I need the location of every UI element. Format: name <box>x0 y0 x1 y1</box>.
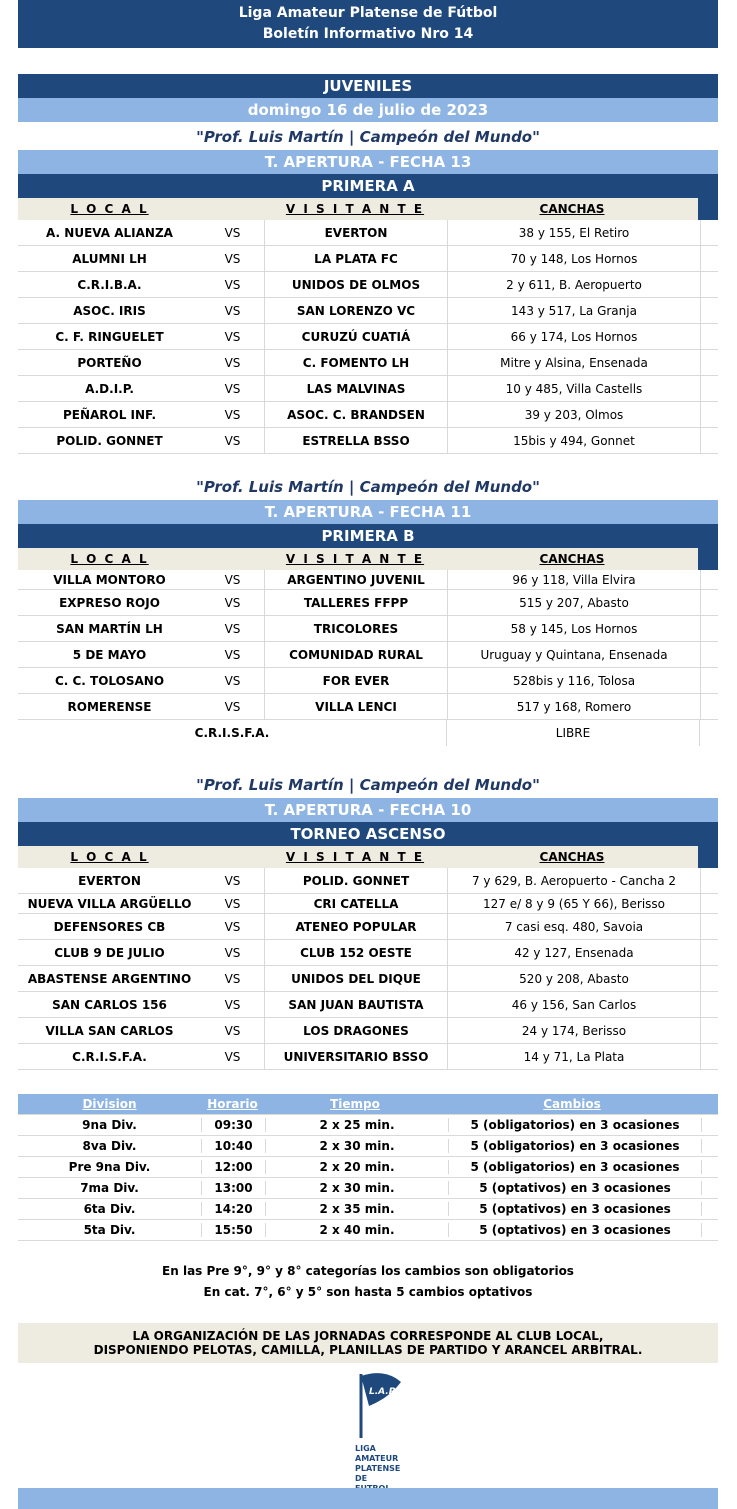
organization-line-2: DISPONIENDO PELOTAS, CAMILLA, PLANILLAS DE PARTIDO Y ARANCEL ARBITRAL. <box>93 1343 643 1357</box>
table-row <box>18 868 718 894</box>
visiting-team: TALLERES FFPP <box>264 590 447 615</box>
sched-col-horario: Horario <box>207 1097 258 1111</box>
local-team: CLUB 9 DE JULIO <box>54 945 165 960</box>
field-location: 2 y 611, B. Aeropuerto <box>447 272 701 297</box>
table-row <box>18 1044 718 1070</box>
sched-col-division: Division <box>82 1097 137 1111</box>
table-row <box>18 298 718 324</box>
table-row <box>18 570 718 590</box>
schedule-row <box>18 1136 718 1157</box>
local-team: 5 DE MAYO <box>72 647 147 662</box>
header-edge <box>698 548 718 570</box>
svg-text:L.A.P.: L.A.P. <box>369 1387 397 1397</box>
sched-horario: 14:20 <box>201 1202 265 1216</box>
local-team: VILLA SAN CARLOS <box>45 1023 174 1038</box>
table-row <box>18 590 718 616</box>
logo-line-1: LIGA <box>355 1444 376 1453</box>
field-location: 66 y 174, Los Hornos <box>447 324 701 349</box>
visiting-team: CURUZÚ CUATIÁ <box>264 324 447 349</box>
vs-label: VS <box>224 919 241 934</box>
vs-label: VS <box>224 673 241 688</box>
field-location: 15bis y 494, Gonnet <box>447 428 701 453</box>
field-location: 517 y 168, Romero <box>447 694 701 719</box>
table-row <box>18 324 718 350</box>
dedication: "Prof. Luis Martín | Campeón del Mundo" <box>196 128 540 146</box>
visiting-team: CRI CATELLA <box>264 894 447 913</box>
fecha-title: T. APERTURA - FECHA 10 <box>18 798 718 822</box>
vs-label: VS <box>224 971 241 986</box>
local-team: DEFENSORES CB <box>53 919 166 934</box>
field-location: 7 casi esq. 480, Savoia <box>447 914 701 939</box>
visiting-team: CLUB 152 OESTE <box>264 940 447 965</box>
table-row <box>18 992 718 1018</box>
sched-tiempo: 2 x 35 min. <box>265 1202 448 1216</box>
sched-cambios: 5 (optativos) en 3 ocasiones <box>448 1223 702 1237</box>
local-team: PEÑAROL INF. <box>62 407 157 422</box>
local-team: A.D.I.P. <box>85 381 134 396</box>
col-canchas: CANCHAS <box>539 850 605 864</box>
local-team: C.R.I.B.A. <box>77 277 142 292</box>
field-location: 42 y 127, Ensenada <box>447 940 701 965</box>
field-location: 528bis y 116, Tolosa <box>447 668 701 693</box>
sched-tiempo: 2 x 25 min. <box>265 1118 448 1132</box>
note-line-2: En cat. 7°, 6° y 5° son hasta 5 cambios optativos <box>203 1285 533 1299</box>
sched-cambios: 5 (obligatorios) en 3 ocasiones <box>448 1160 702 1174</box>
field-location: 143 y 517, La Granja <box>447 298 701 323</box>
schedule-row <box>18 1199 718 1220</box>
dedication: "Prof. Luis Martín | Campeón del Mundo" <box>196 478 540 496</box>
fecha-title: T. APERTURA - FECHA 13 <box>18 150 718 174</box>
visiting-team: C. FOMENTO LH <box>264 350 447 375</box>
field-location: 515 y 207, Abasto <box>447 590 701 615</box>
vs-label: VS <box>224 647 241 662</box>
sched-tiempo: 2 x 30 min. <box>265 1181 448 1195</box>
vs-label: VS <box>224 277 241 292</box>
organization-line-1: LA ORGANIZACIÓN DE LAS JORNADAS CORRESPONDE AL CLUB LOCAL, <box>132 1329 604 1343</box>
local-team: SAN MARTÍN LH <box>56 621 163 636</box>
local-team: ALUMNI LH <box>72 251 147 266</box>
col-canchas: CANCHAS <box>539 202 605 216</box>
sched-division: 5ta Div. <box>83 1223 136 1237</box>
field-location: 96 y 118, Villa Elvira <box>447 570 701 589</box>
sched-col-cambios: Cambios <box>543 1097 601 1111</box>
vs-label: VS <box>224 329 241 344</box>
table-header <box>18 846 698 868</box>
sched-horario: 13:00 <box>201 1181 265 1195</box>
visiting-team: LAS MALVINAS <box>264 376 447 401</box>
col-visitante: V I S I T A N T E <box>285 202 425 216</box>
table-row <box>18 668 718 694</box>
league-logo <box>345 1372 405 1487</box>
sched-tiempo: 2 x 30 min. <box>265 1139 448 1153</box>
field-location: 46 y 156, San Carlos <box>447 992 701 1017</box>
visiting-team: LA PLATA FC <box>264 246 447 271</box>
field-location: Mitre y Alsina, Ensenada <box>447 350 701 375</box>
vs-label: VS <box>224 873 241 888</box>
field-location: 58 y 145, Los Hornos <box>447 616 701 641</box>
match-date: domingo 16 de julio de 2023 <box>18 98 718 122</box>
sched-division: 6ta Div. <box>83 1202 136 1216</box>
vs-label: VS <box>224 225 241 240</box>
field-location: 24 y 174, Berisso <box>447 1018 701 1043</box>
logo-line-3: PLATENSE <box>355 1464 401 1473</box>
logo-line-2: AMATEUR <box>355 1454 399 1463</box>
local-team: ROMERENSE <box>67 699 152 714</box>
local-team: A. NUEVA ALIANZA <box>46 225 173 240</box>
dedication: "Prof. Luis Martín | Campeón del Mundo" <box>196 776 540 794</box>
table-row <box>18 376 718 402</box>
table-row <box>18 966 718 992</box>
local-team: ASOC. IRIS <box>73 303 146 318</box>
footer-bar <box>18 1488 718 1509</box>
visiting-team: FOR EVER <box>264 668 447 693</box>
sched-col-tiempo: Tiempo <box>330 1097 380 1111</box>
vs-label: VS <box>224 303 241 318</box>
fecha-title: T. APERTURA - FECHA 11 <box>18 500 718 524</box>
vs-label: VS <box>224 595 241 610</box>
field-location: 10 y 485, Villa Castells <box>447 376 701 401</box>
vs-label: VS <box>224 621 241 636</box>
division-title: PRIMERA A <box>18 174 718 198</box>
local-team: EXPRESO ROJO <box>59 595 160 610</box>
division-title: PRIMERA B <box>18 524 718 548</box>
field-location: 14 y 71, La Plata <box>447 1044 701 1069</box>
schedule-row <box>18 1115 718 1136</box>
league-name: Liga Amateur Platense de Fútbol <box>238 5 498 21</box>
field-location: Uruguay y Quintana, Ensenada <box>447 642 701 667</box>
table-row <box>18 246 718 272</box>
schedule-row <box>18 1178 718 1199</box>
bulletin-number: Boletín Informativo Nro 14 <box>262 26 474 42</box>
bulletin-header <box>18 0 718 48</box>
schedule-row <box>18 1220 718 1241</box>
visiting-team: SAN JUAN BAUTISTA <box>264 992 447 1017</box>
visiting-team: VILLA LENCI <box>264 694 447 719</box>
free-team: C.R.I.S.F.A. <box>194 726 270 740</box>
vs-label: VS <box>224 251 241 266</box>
table-row <box>18 272 718 298</box>
field-location: 7 y 629, B. Aeropuerto - Cancha 2 <box>447 868 701 893</box>
visiting-team: SAN LORENZO VC <box>264 298 447 323</box>
visiting-team: ASOC. C. BRANDSEN <box>264 402 447 427</box>
visiting-team: ATENEO POPULAR <box>264 914 447 939</box>
header-edge <box>698 198 718 220</box>
vs-label: VS <box>224 572 241 587</box>
sched-cambios: 5 (obligatorios) en 3 ocasiones <box>448 1139 702 1153</box>
visiting-team: ESTRELLA BSSO <box>264 428 447 453</box>
col-visitante: V I S I T A N T E <box>285 552 425 566</box>
vs-label: VS <box>224 355 241 370</box>
local-team: EVERTON <box>78 873 141 888</box>
table-row <box>18 1018 718 1044</box>
vs-label: VS <box>224 997 241 1012</box>
sched-division: 7ma Div. <box>80 1181 139 1195</box>
table-row <box>18 642 718 668</box>
table-row <box>18 914 718 940</box>
table-header <box>18 198 698 220</box>
local-team: C. C. TOLOSANO <box>54 673 165 688</box>
free-row <box>18 720 718 746</box>
note-line-1: En las Pre 9°, 9° y 8° categorías los cambios son obligatorios <box>162 1264 574 1278</box>
visiting-team: UNIVERSITARIO BSSO <box>264 1044 447 1069</box>
sched-cambios: 5 (optativos) en 3 ocasiones <box>448 1202 702 1216</box>
table-row <box>18 616 718 642</box>
visiting-team: ARGENTINO JUVENIL <box>264 570 447 589</box>
local-team: C. F. RINGUELET <box>55 329 164 344</box>
vs-label: VS <box>224 699 241 714</box>
vs-label: VS <box>224 945 241 960</box>
local-team: SAN CARLOS 156 <box>52 997 167 1012</box>
local-team: POLID. GONNET <box>56 433 163 448</box>
table-row <box>18 694 718 720</box>
field-location: 38 y 155, El Retiro <box>447 220 701 245</box>
division-title: TORNEO ASCENSO <box>18 822 718 846</box>
table-row <box>18 350 718 376</box>
schedule-header <box>18 1094 718 1115</box>
table-header <box>18 548 698 570</box>
category-title: JUVENILES <box>18 74 718 98</box>
sched-horario: 09:30 <box>201 1118 265 1132</box>
col-local: L O C A L <box>70 202 149 216</box>
visiting-team: COMUNIDAD RURAL <box>264 642 447 667</box>
sched-tiempo: 2 x 20 min. <box>265 1160 448 1174</box>
visiting-team: UNIDOS DEL DIQUE <box>264 966 447 991</box>
local-team: NUEVA VILLA ARGÜELLO <box>27 896 192 911</box>
table-row <box>18 894 718 914</box>
field-location: 520 y 208, Abasto <box>447 966 701 991</box>
flag-icon <box>345 1372 405 1440</box>
local-team: VILLA MONTORO <box>53 572 166 587</box>
visiting-team: POLID. GONNET <box>264 868 447 893</box>
visiting-team: TRICOLORES <box>264 616 447 641</box>
schedule-row <box>18 1157 718 1178</box>
vs-label: VS <box>224 407 241 422</box>
table-row <box>18 428 718 454</box>
visiting-team: EVERTON <box>264 220 447 245</box>
col-visitante: V I S I T A N T E <box>285 850 425 864</box>
table-row <box>18 220 718 246</box>
logo-line-4: DE <box>355 1474 368 1483</box>
local-team: PORTEÑO <box>77 355 142 370</box>
field-location: 127 e/ 8 y 9 (65 Y 66), Berisso <box>447 894 701 913</box>
field-location: 39 y 203, Olmos <box>447 402 701 427</box>
col-local: L O C A L <box>70 850 149 864</box>
visiting-team: LOS DRAGONES <box>264 1018 447 1043</box>
vs-label: VS <box>224 381 241 396</box>
sched-horario: 12:00 <box>201 1160 265 1174</box>
table-row <box>18 402 718 428</box>
free-label: LIBRE <box>446 720 700 746</box>
field-location: 70 y 148, Los Hornos <box>447 246 701 271</box>
sched-cambios: 5 (optativos) en 3 ocasiones <box>448 1181 702 1195</box>
sched-tiempo: 2 x 40 min. <box>265 1223 448 1237</box>
vs-label: VS <box>224 433 241 448</box>
visiting-team: UNIDOS DE OLMOS <box>264 272 447 297</box>
sched-horario: 15:50 <box>201 1223 265 1237</box>
sched-cambios: 5 (obligatorios) en 3 ocasiones <box>448 1118 702 1132</box>
vs-label: VS <box>224 1049 241 1064</box>
col-canchas: CANCHAS <box>539 552 605 566</box>
sched-division: 8va Div. <box>82 1139 137 1153</box>
sched-division: Pre 9na Div. <box>68 1160 151 1174</box>
vs-label: VS <box>224 1023 241 1038</box>
col-local: L O C A L <box>70 552 149 566</box>
local-team: C.R.I.S.F.A. <box>72 1049 147 1064</box>
local-team: ABASTENSE ARGENTINO <box>27 971 192 986</box>
header-edge <box>698 846 718 868</box>
organization-box <box>18 1323 718 1363</box>
sched-horario: 10:40 <box>201 1139 265 1153</box>
vs-label: VS <box>224 896 241 911</box>
sched-division: 9na Div. <box>82 1118 137 1132</box>
table-row <box>18 940 718 966</box>
